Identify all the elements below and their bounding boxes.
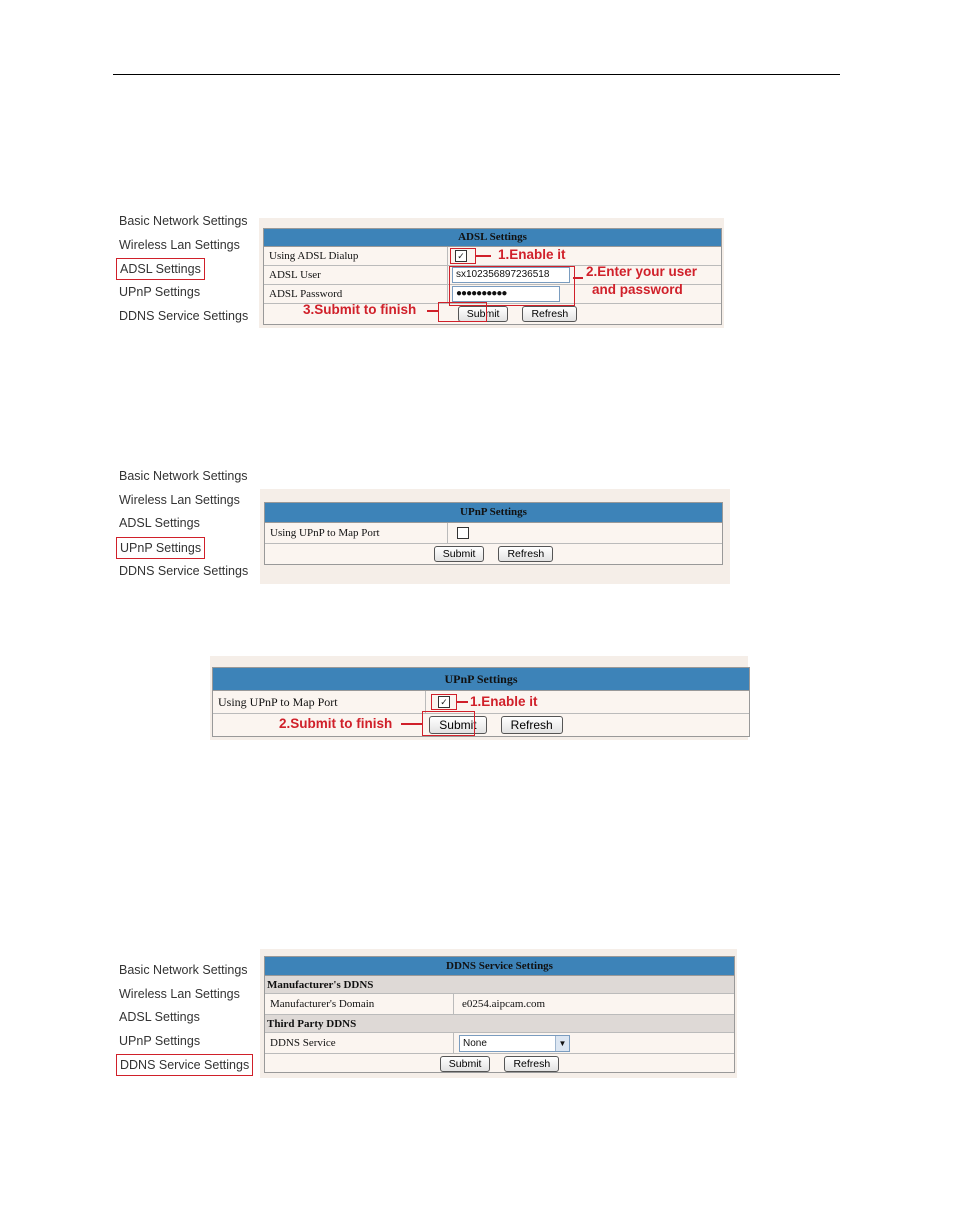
ddns-refresh-button[interactable]: Refresh	[504, 1056, 559, 1072]
nav-wireless-lan[interactable]: Wireless Lan Settings	[119, 492, 240, 507]
ddns-buttons-row	[265, 1054, 734, 1074]
nav-wireless-lan[interactable]: Wireless Lan Settings	[119, 986, 240, 1001]
chevron-down-icon[interactable]: ▼	[555, 1036, 569, 1051]
upnp-enabled-settings-title: UPnP Settings	[213, 668, 749, 691]
upnp-submit-annotation: 2.Submit to finish	[279, 716, 393, 731]
adsl-credentials-annotation-1: 2.Enter your user	[586, 264, 698, 279]
ddns-service-selected: None	[463, 1037, 487, 1049]
upnp-settings-title: UPnP Settings	[265, 503, 722, 523]
upnp-checkbox-highlight	[431, 694, 457, 710]
adsl-settings-title: ADSL Settings	[264, 229, 721, 247]
nav-basic-network[interactable]: Basic Network Settings	[119, 469, 248, 483]
nav-wireless-lan[interactable]: Wireless Lan Settings	[119, 237, 240, 252]
third-party-ddns-section: Third Party DDNS	[265, 1015, 734, 1033]
nav-ddns[interactable]: DDNS Service Settings	[119, 563, 249, 578]
adsl-credentials-annotation-2: and password	[592, 282, 683, 297]
adsl-credentials-highlight	[449, 266, 575, 306]
adsl-user-label: ADSL User	[264, 266, 448, 284]
nav-upnp[interactable]: UPnP Settings	[116, 537, 205, 559]
ddns-settings-title: DDNS Service Settings	[265, 957, 734, 976]
ddns-service-select[interactable]	[459, 1035, 570, 1052]
nav-adsl[interactable]: ADSL Settings	[119, 1010, 200, 1024]
ddns-service-label: DDNS Service	[265, 1033, 454, 1053]
nav-adsl[interactable]: ADSL Settings	[119, 516, 200, 530]
upnp-enabled-refresh-button[interactable]: Refresh	[501, 716, 563, 734]
upnp-submit-button[interactable]: Submit	[434, 546, 485, 562]
upnp-map-port-row	[265, 523, 722, 544]
settings-nav-upnp	[115, 465, 255, 583]
adsl-dialup-label: Using ADSL Dialup	[264, 247, 448, 265]
adsl-submit-annotation: 3.Submit to finish	[303, 302, 417, 317]
nav-basic-network[interactable]: Basic Network Settings	[119, 963, 248, 977]
upnp-refresh-button[interactable]: Refresh	[498, 546, 553, 562]
adsl-password-input[interactable]: ●●●●●●●●●●	[452, 286, 560, 302]
upnp-enable-annotation: 1.Enable it	[470, 694, 538, 709]
upnp-enabled-map-port-label: Using UPnP to Map Port	[213, 691, 426, 713]
nav-ddns[interactable]: DDNS Service Settings	[119, 308, 249, 323]
adsl-submit-button[interactable]: Submit	[458, 306, 509, 322]
upnp-map-port-label: Using UPnP to Map Port	[265, 523, 448, 543]
adsl-submit-pointer	[427, 310, 438, 312]
nav-upnp[interactable]: UPnP Settings	[119, 285, 201, 299]
upnp-buttons-row	[265, 544, 722, 564]
upnp-enable-pointer	[456, 701, 468, 703]
upnp-settings-table	[264, 502, 723, 565]
adsl-refresh-button[interactable]: Refresh	[522, 306, 577, 322]
adsl-enable-annotation: 1.Enable it	[498, 247, 566, 262]
adsl-submit-highlight	[438, 302, 487, 322]
page-header-rule	[113, 74, 840, 75]
upnp-submit-highlight	[422, 711, 475, 736]
settings-nav-ddns	[115, 959, 255, 1077]
upnp-map-port-checkbox[interactable]	[457, 527, 469, 539]
adsl-enable-pointer	[475, 255, 491, 257]
manufacturer-domain-row	[265, 994, 734, 1015]
nav-ddns[interactable]: DDNS Service Settings	[116, 1054, 253, 1076]
adsl-user-input[interactable]: sx102356897236518	[452, 267, 570, 283]
ddns-settings-table	[264, 956, 735, 1073]
adsl-password-label: ADSL Password	[264, 285, 448, 303]
nav-adsl[interactable]: ADSL Settings	[116, 258, 205, 280]
ddns-service-row	[265, 1033, 734, 1054]
ddns-submit-button[interactable]: Submit	[440, 1056, 491, 1072]
adsl-dialup-checkbox[interactable]: ✓	[455, 250, 467, 262]
upnp-enabled-submit-button[interactable]: Submit	[429, 716, 486, 734]
manufacturer-domain-label: Manufacturer's Domain	[265, 994, 454, 1014]
nav-upnp[interactable]: UPnP Settings	[119, 1033, 201, 1048]
manufacturer-ddns-section: Manufacturer's DDNS	[265, 976, 734, 994]
upnp-enabled-map-port-checkbox[interactable]: ✓	[438, 696, 450, 708]
upnp-submit-pointer	[401, 723, 422, 725]
nav-basic-network[interactable]: Basic Network Settings	[119, 214, 248, 228]
settings-nav	[115, 210, 255, 328]
adsl-checkbox-highlight	[450, 248, 476, 264]
adsl-credentials-pointer	[573, 277, 583, 279]
manufacturer-domain-value: e0254.aipcam.com	[462, 998, 546, 1010]
